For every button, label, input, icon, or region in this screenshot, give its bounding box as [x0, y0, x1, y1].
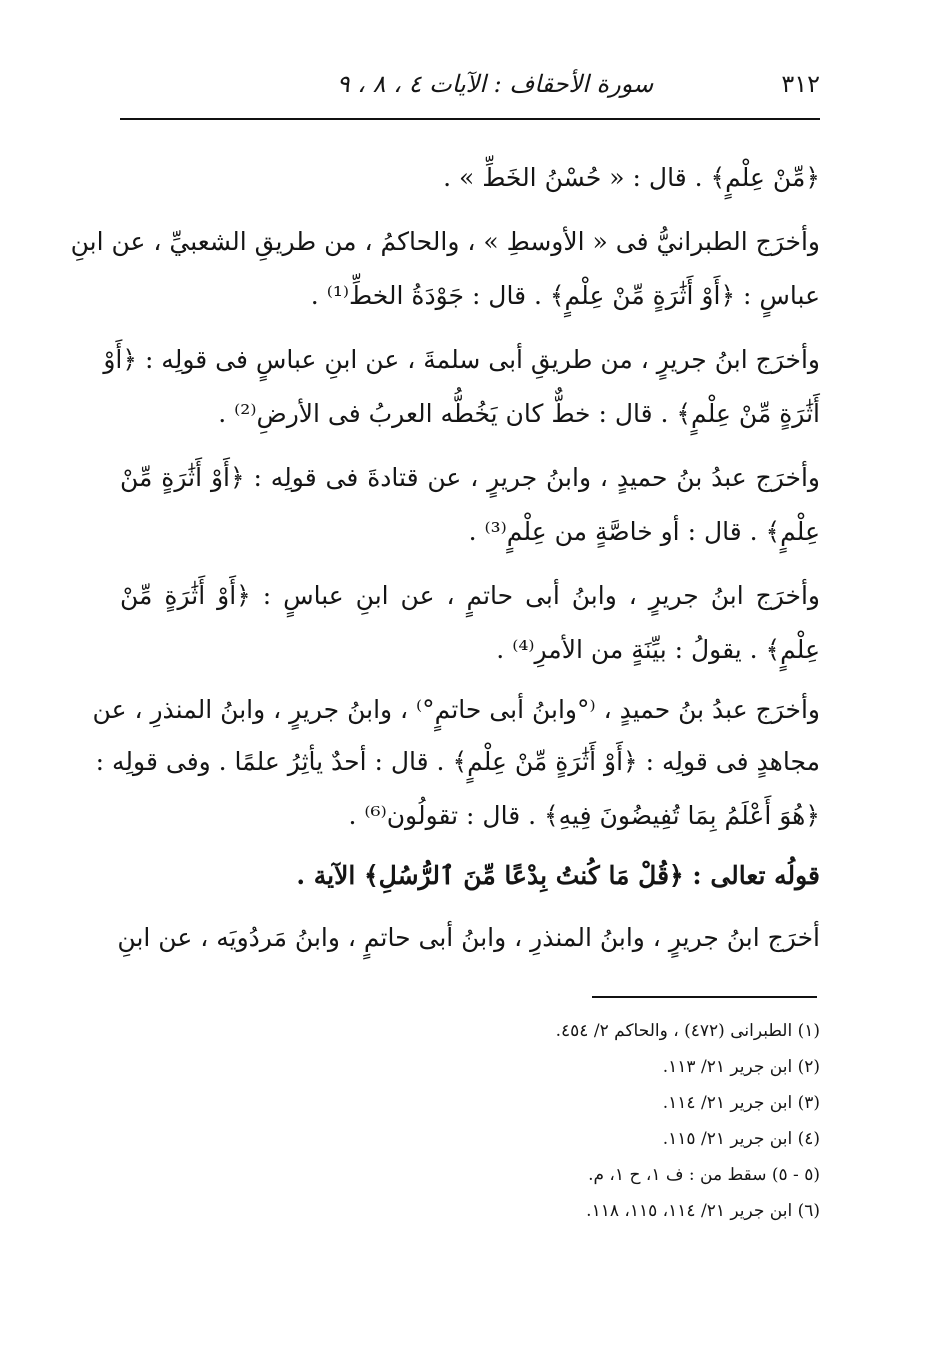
running-header-title: سورة الأحقاف : الآيات ٤ ، ٨ ، ٩ [336, 70, 654, 98]
footnote: (٢) ابن جرير ٢١/ ١١٣. [662, 1057, 820, 1077]
text-line: وأخرَج عبدُ بنُ حميدٍ ، ⁽°وابنُ أبى حاتمٍ°⁾ ، وابنُ جريرٍ ، وابنُ المنذرِ ، عن [92, 695, 820, 724]
text-line: مجاهدٍ فى قولِه : ﴿أَوْ أَثَٰرَةٍ مِّنْ عِلْمٍ﴾ . قال : أحدٌ يأثِرُ علمًا . وفى قولِه : [95, 747, 820, 776]
text-line: عِلْمٍ﴾ . قال : أو خاصَّةٍ من عِلْمٍ⁽³⁾ . [468, 517, 820, 546]
text-line: ﴿مِّنْ عِلْمٍ﴾ . قال : « حُسْنُ الخَطِّ » . [443, 163, 820, 192]
section-heading-line: قولُه تعالى : ﴿قُلْ مَا كُنتُ بِدْعًا مِّنَ ٱلرُّسُلِ﴾ الآية . [296, 861, 820, 890]
footnote: (٥ - ٥) سقط من : ف ١، ح ١، م. [588, 1165, 820, 1185]
text-line: وأخرَج عبدُ بنُ حميدٍ ، وابنُ جريرٍ ، عن قتادةَ فى قولِه : ﴿أَوْ أَثَٰرَةٍ مِّنْ [120, 463, 820, 492]
text-line: عباسٍ : ﴿أَوْ أَثَٰرَةٍ مِّنْ عِلْمٍ﴾ . قال : جَوْدَةُ الخطِّ⁽¹⁾ . [310, 281, 820, 310]
footnote: (٤) ابن جرير ٢١/ ١١٥. [662, 1129, 820, 1149]
text-line: عِلْمٍ﴾ . يقولُ : بيِّنَةٍ من الأمرِ⁽⁴⁾ . [496, 635, 820, 664]
text-line: أَثَٰرَةٍ مِّنْ عِلْمٍ﴾ . قال : خطٌّ كان يَخُطُّه العربُ فى الأرضِ⁽²⁾ . [218, 399, 820, 428]
footnote: (٦) ابن جرير ٢١/ ١١٤، ١١٥، ١١٨. [586, 1201, 820, 1221]
text-line: ﴿هُوَ أَعْلَمُ بِمَا تُفِيضُونَ فِيهِ﴾ . قال : تقولُون⁽⁶⁾ . [348, 801, 820, 830]
text-line: وأخرَج الطبرانيُّ فى « الأوسطِ » ، والحاكمُ ، من طريقِ الشعبيِّ ، عن ابنِ [70, 227, 820, 256]
text-line: وأخرَج ابنُ جريرٍ ، من طريقِ أبى سلمةَ ، عن ابنِ عباسٍ فى قولِه : ﴿أَوْ [103, 345, 820, 374]
footnote: (٣) ابن جرير ٢١/ ١١٤. [662, 1093, 820, 1113]
text-line: أخرَج ابنُ جريرٍ ، وابنُ المنذرِ ، وابنُ أبى حاتمٍ ، وابنُ مَردُويَه ، عن ابنِ [117, 923, 820, 952]
footnote-rule [592, 996, 817, 998]
header-rule [120, 118, 820, 120]
page-number: ٣١٢ [781, 70, 820, 98]
text-line: وأخرَج ابنُ جريرٍ ، وابنُ أبى حاتمٍ ، عن ابنِ عباسٍ : ﴿أَوْ أَثَٰرَةٍ مِّنْ [120, 581, 820, 610]
footnote: (١) الطبرانى (٤٧٢) ، والحاكم ٢/ ٤٥٤. [555, 1021, 820, 1041]
